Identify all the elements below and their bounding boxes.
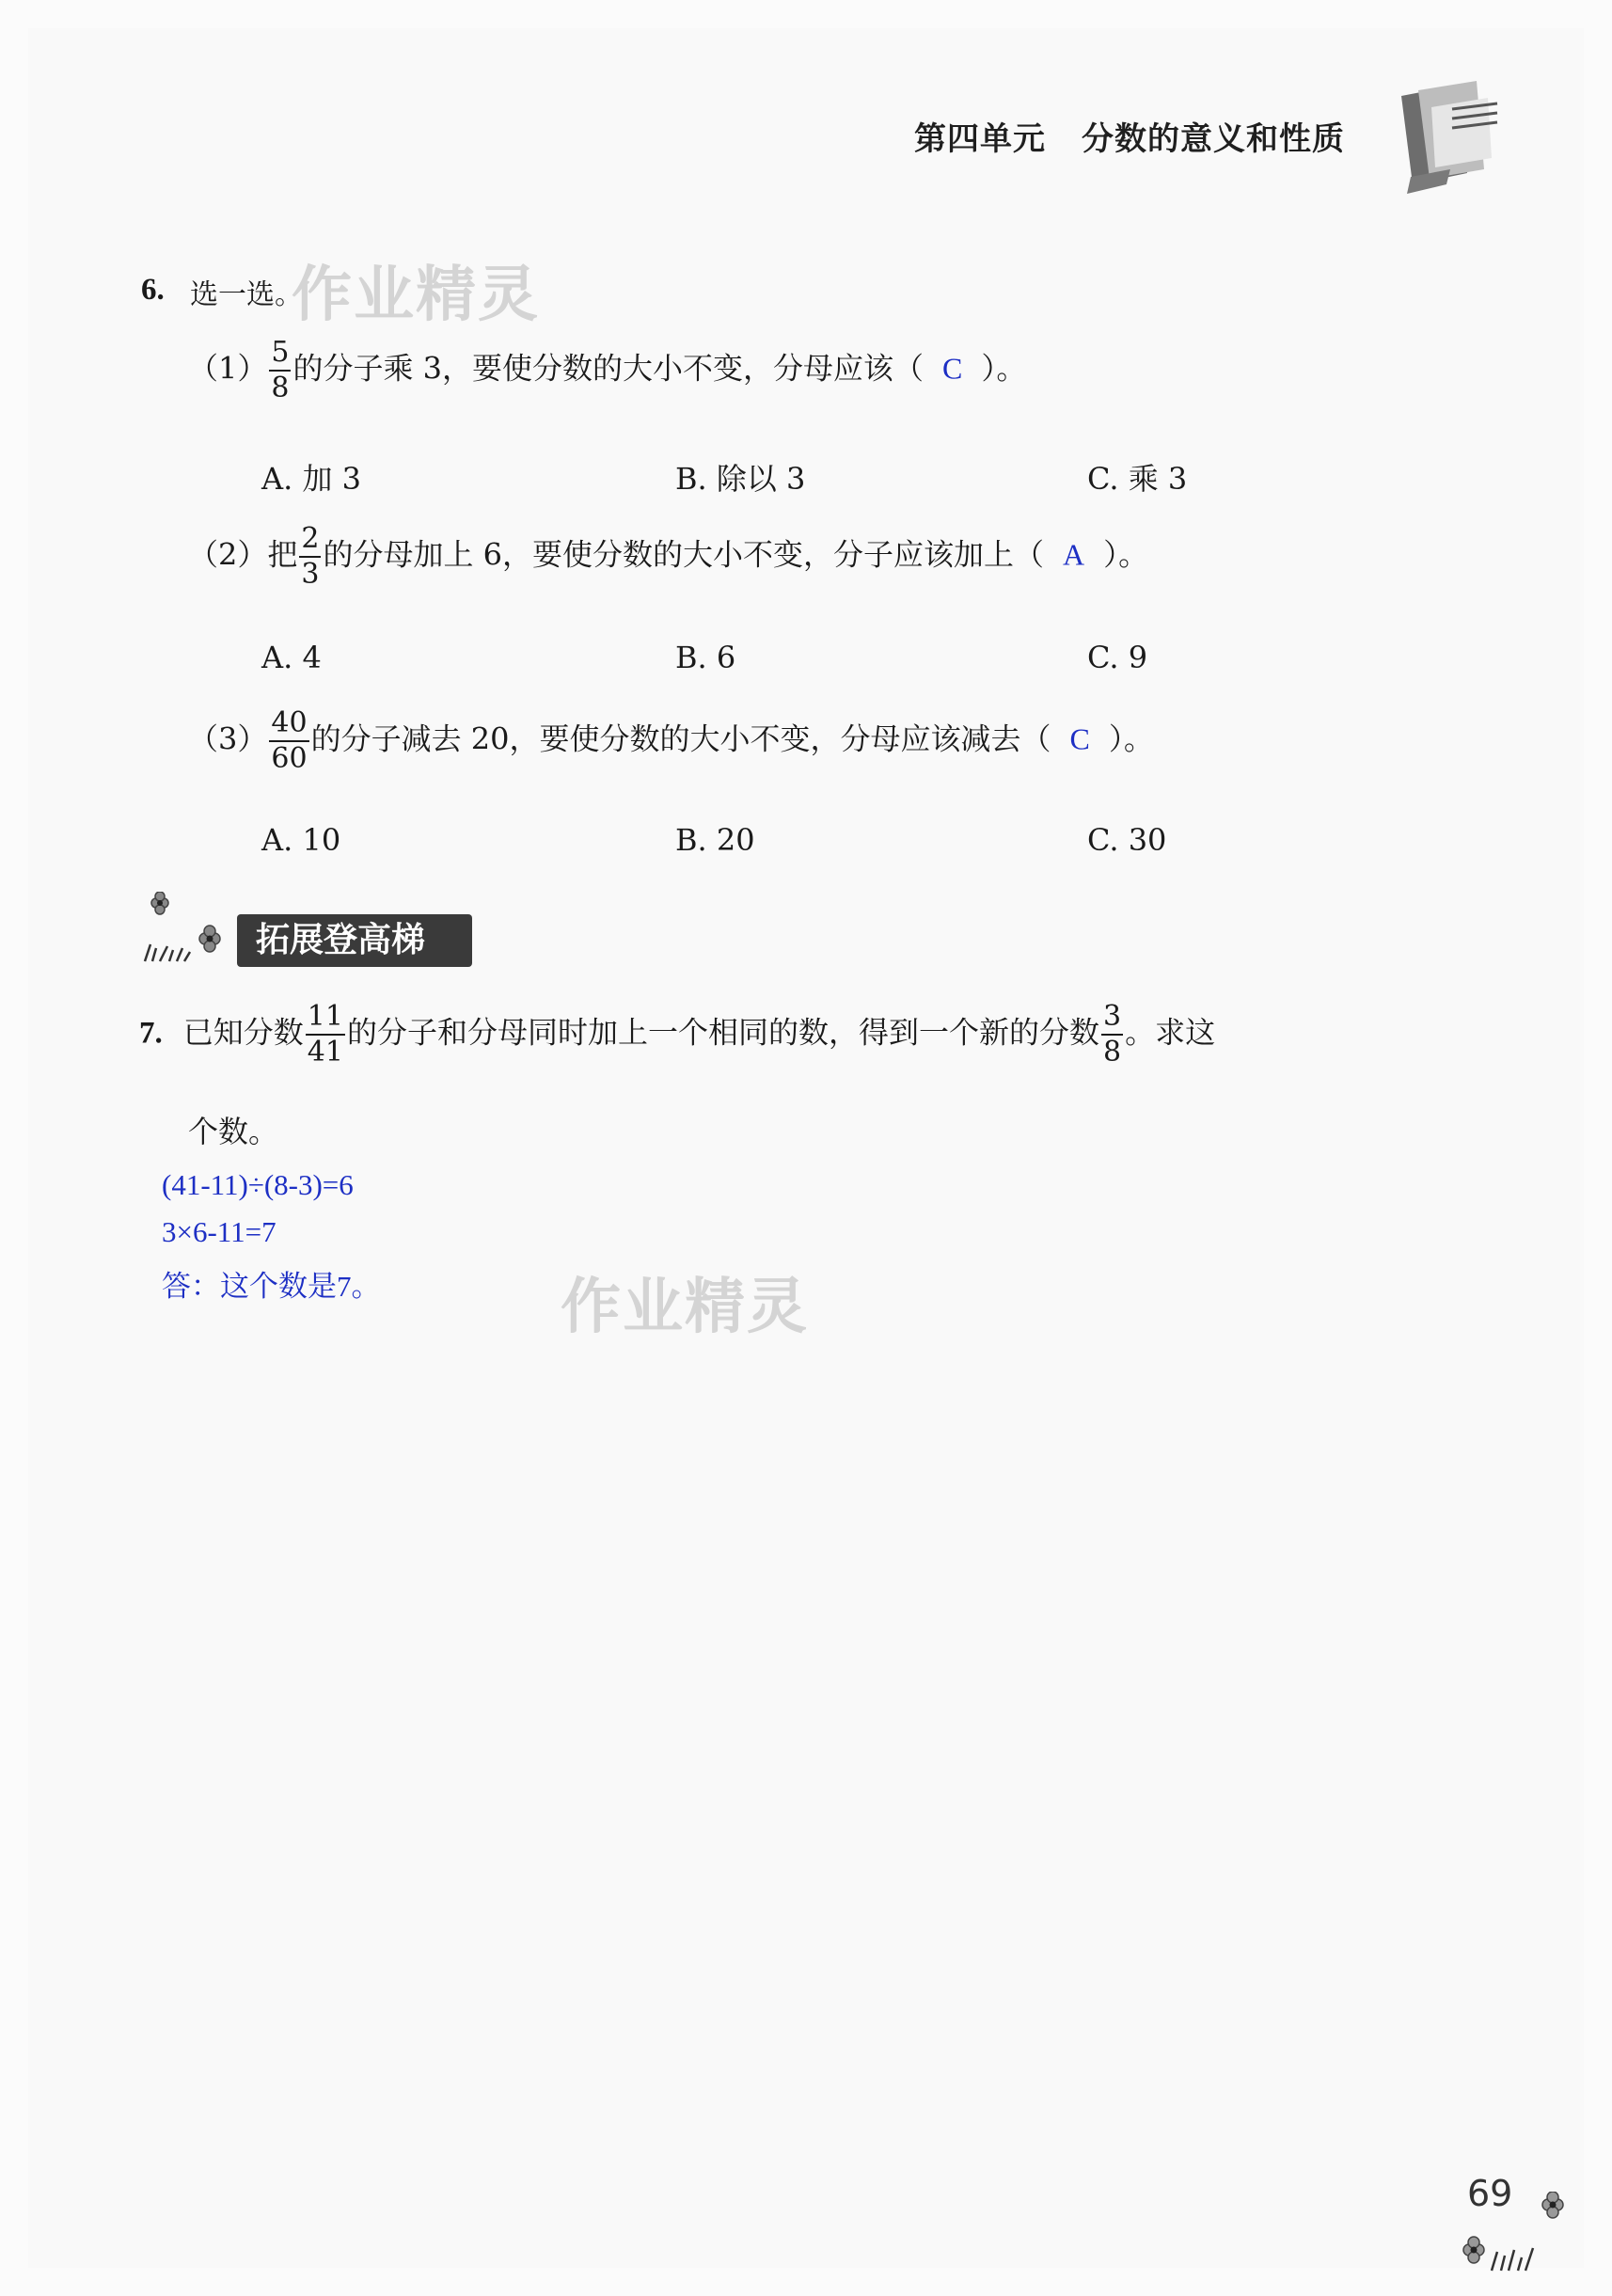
q7-line1: 7. 已知分数 $\frac{11}{41}$ 的分子和分母同时加上一个相同的数，得到一个新的分数 $\frac{3}{8}$ 。求这: [139, 1000, 1216, 1069]
q7-fraction-2: $\frac{3}{8}$: [1102, 1000, 1122, 1069]
q6-part3-option-a: A. 10: [261, 822, 341, 858]
q7-work-line3: 答：这个数是7。: [162, 1270, 381, 1303]
q7-work-line1: (41-11)÷(8-3)=6: [162, 1168, 354, 1201]
q6-part2-option-b: B. 6: [675, 640, 736, 675]
q6-part2-option-c: C. 9: [1087, 640, 1148, 675]
q6-part3-label: （3）: [188, 720, 268, 757]
q7-number: 7.: [139, 1016, 163, 1051]
q6-part1-option-a: A. 加 3: [261, 461, 361, 497]
section-banner: 拓展登高梯: [237, 914, 472, 967]
q6-part1-answer: C: [942, 351, 963, 386]
q6-part2-option-a: A. 4: [261, 640, 322, 675]
q6-part2-answer: A: [1063, 537, 1085, 572]
q6-part3-option-b: B. 20: [675, 822, 755, 858]
q6-part3-option-c: C. 30: [1087, 822, 1167, 858]
q7-line2: 个数。: [188, 1114, 279, 1149]
q6-part1: （1） $\frac{5}{8}$ 的分子乘 3，要使分数的大小不变，分母应该（ C ）。: [188, 336, 1027, 404]
q6-part3-text: 的分子减去 20，要使分数的大小不变，分母应该减去（: [310, 720, 1051, 757]
q6-part2-text: 的分母加上 6，要使分数的大小不变，分子应该加上（: [323, 536, 1045, 573]
q6-part2-label: （2）: [188, 536, 268, 573]
q7-work-line2: 3×6-11=7: [162, 1215, 277, 1248]
q7-fraction-1: $\frac{11}{41}$: [307, 1000, 343, 1069]
q6-part1-text: 的分子乘 3，要使分数的大小不变，分母应该（: [292, 350, 925, 387]
unit-label: 第四单元: [914, 120, 1046, 158]
page-number: 69: [1467, 2173, 1513, 2214]
notebook-icon: [1394, 79, 1507, 201]
flower-grass-icon-bottom: [1460, 2192, 1572, 2276]
q6-part1-option-b: B. 除以 3: [675, 461, 806, 497]
watermark-bottom: 作业精灵: [561, 1273, 809, 1342]
q6-part1-fraction: $\frac{5}{8}$: [271, 336, 290, 404]
q6-part3-fraction: $\frac{40}{60}$: [271, 706, 308, 775]
q6-part2: （2）把 $\frac{2}{3}$ 的分母加上 6，要使分数的大小不变，分子应该加上（ A ）。: [188, 522, 1149, 591]
watermark-top: 作业精灵: [292, 261, 540, 330]
unit-header: [914, 113, 1345, 159]
q6-number: 6.: [141, 273, 165, 307]
q6-part3: （3） $\frac{40}{60}$ 的分子减去 20，要使分数的大小不变，分母应该减去（ C ）。: [188, 706, 1154, 775]
q6-part1-label: （1）: [188, 350, 268, 387]
q6-part2-fraction: $\frac{2}{3}$: [301, 522, 320, 591]
unit-topic: 分数的意义和性质: [1082, 120, 1345, 158]
q6-part3-answer: C: [1069, 721, 1090, 756]
q6-part1-option-c: C. 乘 3: [1087, 461, 1188, 497]
q6-title: 选一选。: [190, 278, 303, 311]
flower-grass-icon: [139, 892, 243, 967]
